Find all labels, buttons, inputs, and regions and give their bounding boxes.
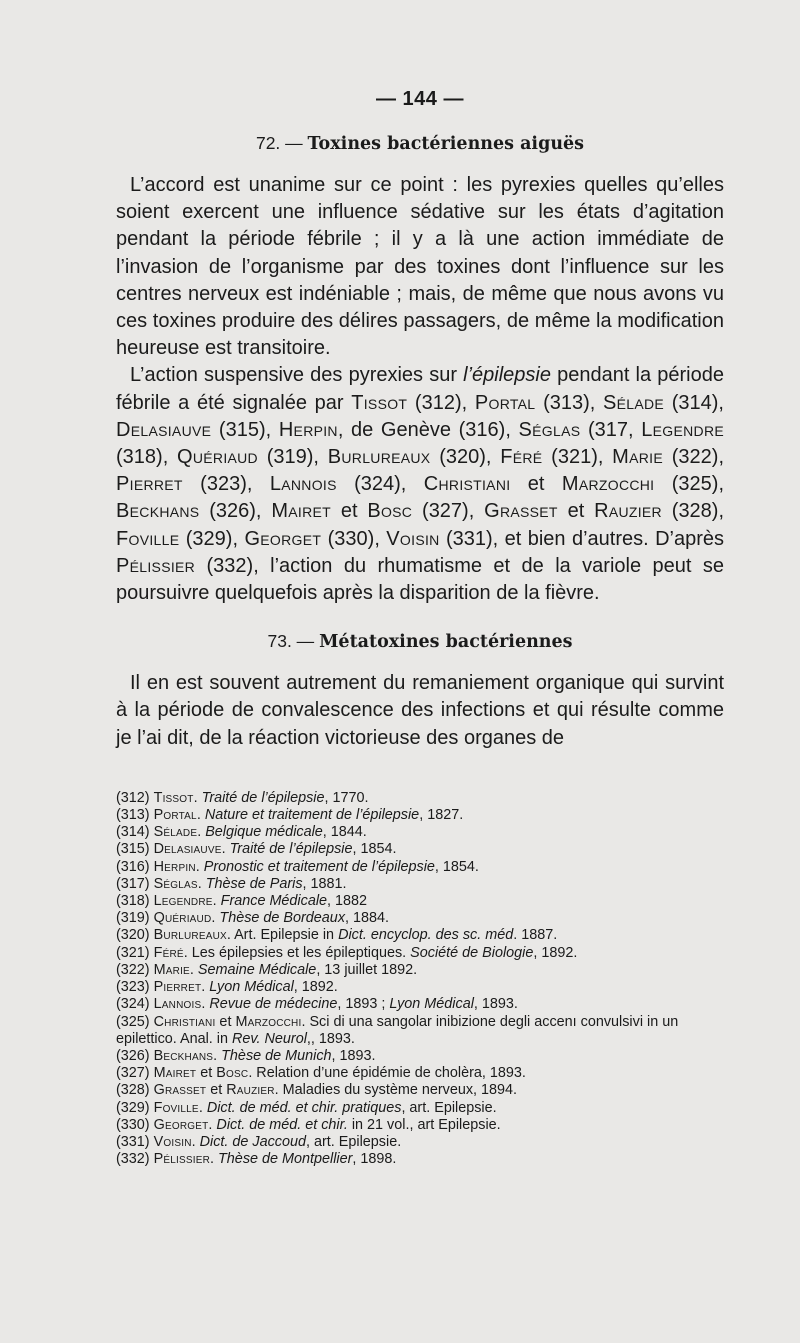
text-run: .: [195, 858, 204, 875]
footnote: [116, 790, 724, 807]
text-run: .: [197, 875, 206, 892]
text-run: (312),: [407, 391, 475, 414]
footnote: [116, 893, 724, 910]
author-name: Marie: [612, 446, 664, 469]
author-name: Séglas: [153, 875, 198, 892]
text-run: (329),: [179, 527, 245, 550]
author-name: Voisin: [153, 1133, 192, 1150]
author-name: Herpin: [153, 858, 196, 875]
italic-text: Thèse de Montpellier: [218, 1151, 353, 1168]
footnote: [116, 1134, 724, 1151]
author-name: Marzocchi: [235, 1013, 302, 1030]
text-run: .: [197, 824, 206, 841]
author-name: Quériaud: [153, 910, 212, 927]
author-name: Christiani: [423, 473, 511, 496]
text-run: et: [196, 1065, 217, 1082]
text-run: et: [206, 1082, 227, 1099]
author-name: Quériaud: [177, 446, 258, 469]
author-name: Foville: [153, 1099, 199, 1116]
text-run: (331): [116, 1133, 154, 1150]
footnote: [116, 807, 724, 824]
text-run: .: [208, 1116, 217, 1133]
footnote: [116, 1082, 724, 1099]
footnote: [116, 996, 724, 1013]
text-run: (330),: [321, 527, 387, 550]
text-run: et: [557, 500, 595, 523]
text-run: , 1892.: [293, 979, 338, 996]
author-name: Grasset: [153, 1082, 207, 1099]
text-run: (312): [116, 789, 154, 806]
text-run: (330): [116, 1116, 154, 1133]
text-run: et: [215, 1013, 236, 1030]
italic-text: Thèse de Bordeaux: [219, 910, 346, 927]
italic-text: Dict. encyclop. des sc. méd: [338, 927, 514, 944]
text-run: . Art. Epilepsie in: [226, 927, 339, 944]
italic-text: Semaine Médicale: [197, 961, 317, 978]
author-name: Pélissier: [116, 554, 196, 577]
author-name: Portal: [153, 807, 197, 824]
text-run: , 1881.: [302, 875, 347, 892]
author-name: Pélissier: [153, 1151, 211, 1168]
italic-text: Rev. Neurol: [232, 1030, 307, 1047]
text-run: (324): [116, 996, 154, 1013]
footnote: [116, 824, 724, 841]
author-name: Burlureaux: [327, 446, 431, 469]
text-run: (325): [116, 1013, 154, 1030]
text-run: (318): [116, 893, 154, 910]
footnote: [116, 1100, 724, 1117]
text-run: (332): [116, 1151, 154, 1168]
text-run: (314): [116, 824, 154, 841]
text-run: .: [212, 893, 221, 910]
footnote: [116, 962, 724, 979]
footnote: [116, 1117, 724, 1134]
text-run: .: [196, 807, 205, 824]
footnote: [116, 927, 724, 944]
italic-text: Lyon Médical: [389, 996, 474, 1013]
text-run: , 1884.: [345, 910, 390, 927]
text-run: (316): [116, 858, 154, 875]
author-name: Lannois: [153, 996, 202, 1013]
author-name: Rauzier: [594, 500, 662, 523]
author-name: Christiani: [153, 1013, 216, 1030]
footnote: [116, 910, 724, 927]
italic-text: Pronostic et traitement de l’épilepsie: [203, 858, 435, 875]
text-run: . Sci di una sangolar inibizione degli accenı convulsivi in un epilettico. Anal. in: [116, 1013, 679, 1047]
text-run: , 1893 ;: [337, 996, 390, 1013]
text-run: . Maladies du système nerveux, 1894.: [274, 1082, 518, 1099]
text-run: (313),: [535, 391, 603, 414]
author-name: Sélade: [153, 824, 198, 841]
footnote: [116, 1014, 724, 1048]
text-run: , 1893.: [473, 996, 518, 1013]
italic-text: Thèse de Munich: [221, 1047, 332, 1064]
italic-text: Dict. de méd. et chir.: [216, 1116, 348, 1133]
text-run: et: [510, 473, 562, 496]
text-run: (315): [116, 841, 154, 858]
footnote: [116, 1048, 724, 1065]
author-name: Bosc: [367, 500, 413, 523]
text-run: (326),: [199, 500, 272, 523]
text-run: (329): [116, 1099, 154, 1116]
author-name: Bosc: [216, 1065, 249, 1082]
author-name: Pierret: [153, 979, 202, 996]
author-name: Delasiauve: [153, 841, 222, 858]
text-run: (317): [116, 875, 154, 892]
text-run: (318),: [116, 446, 177, 469]
text-run: (332), l’action du rhumatisme et de la variole peut se poursuivre quelquefois après la disparition de la fièvre.: [116, 554, 724, 605]
footnote: [116, 859, 724, 876]
author-name: Grasset: [484, 500, 558, 523]
text-run: .: [198, 1099, 207, 1116]
section-heading-73: [116, 631, 724, 652]
italic-text: Thèse de Paris: [205, 875, 303, 892]
text-run: (315),: [211, 418, 279, 441]
text-run: , 1898.: [352, 1151, 397, 1168]
author-name: Voisin: [386, 527, 440, 550]
text-run: (321),: [542, 446, 613, 469]
text-run: (317,: [580, 418, 642, 441]
text-run: L’action suspensive des pyrexies sur: [130, 364, 464, 387]
text-run: . Les épilepsies et les épileptiques.: [183, 944, 411, 961]
section-number: 72. —: [255, 133, 303, 153]
text-run: (328),: [661, 500, 725, 523]
footnote: [116, 1065, 724, 1082]
text-run: (313): [116, 807, 154, 824]
author-name: Pierret: [116, 473, 183, 496]
text-run: , 1854.: [352, 841, 397, 858]
text-run: (314),: [664, 391, 724, 414]
author-name: Marie: [153, 961, 190, 978]
author-name: Portal: [474, 391, 536, 414]
author-name: Tissot: [153, 789, 194, 806]
text-run: pendant la période fébrile a été signalée par: [116, 364, 724, 414]
italic-text: Lyon Médical: [209, 979, 294, 996]
italic-text: Revue de médecine: [209, 996, 338, 1013]
italic-text: Nature et traitement de l’épilepsie: [204, 807, 420, 824]
footnotes: [116, 790, 724, 1168]
italic-text: l’épilepsie: [463, 364, 551, 387]
paragraph-72-2: [116, 362, 724, 607]
text-run: (326): [116, 1047, 154, 1064]
footnote: [116, 1151, 724, 1168]
italic-text: Dict. de méd. et chir. pratiques: [206, 1099, 402, 1116]
text-run: .: [201, 996, 210, 1013]
text-run: (321): [116, 944, 154, 961]
author-name: Mairet: [153, 1065, 197, 1082]
text-run: (331), et bien d’autres. D’après: [439, 527, 724, 550]
footnote: [116, 945, 724, 962]
text-run: , 1854.: [434, 858, 479, 875]
author-name: Burlureaux: [153, 927, 227, 944]
author-name: Tissot: [351, 391, 408, 414]
footnote: [116, 841, 724, 858]
section-heading-72: [116, 133, 724, 154]
text-run: .: [211, 910, 220, 927]
text-run: (323): [116, 979, 154, 996]
italic-text: Dict. de Jaccoud: [199, 1133, 307, 1150]
author-name: Sélade: [603, 391, 665, 414]
text-run: , 1892.: [533, 944, 578, 961]
text-run: .: [191, 1133, 200, 1150]
author-name: Beckhans: [116, 500, 200, 523]
text-run: . Relation d’une épidémie de cholèra, 1893.: [248, 1065, 526, 1082]
text-run: (322),: [663, 446, 725, 469]
author-name: Lannois: [269, 473, 337, 496]
author-name: Legendre: [153, 893, 213, 910]
text-run: (320): [116, 927, 154, 944]
text-run: .: [210, 1151, 219, 1168]
italic-text: Société de Biologie: [410, 944, 534, 961]
author-name: Féré: [500, 446, 543, 469]
text-run: , 13 juillet 1892.: [316, 961, 418, 978]
text-run: .: [201, 979, 210, 996]
text-run: et: [331, 500, 368, 523]
footnote: [116, 876, 724, 893]
author-name: Mairet: [271, 500, 332, 523]
footnote: [116, 979, 724, 996]
italic-text: Traité de l’épilepsie: [229, 841, 353, 858]
text-run: , art. Epilepsie.: [401, 1099, 497, 1116]
text-run: , 1882: [327, 893, 368, 910]
text-run: (319),: [257, 446, 328, 469]
author-name: Delasiauve: [116, 418, 212, 441]
author-name: Georget: [153, 1116, 209, 1133]
book-page: [116, 88, 724, 1168]
text-run: , 1827.: [419, 807, 464, 824]
paragraph-72-1: L’accord est unanime sur ce point : les pyrexies quelles qu’elles soient exercent une influence sédative sur les états d’agitation pendant la période fébrile ; il y a là une action immédiate de l’invasion de l’organisme par des toxines dont l’influence sur les centres nerveux est indéniable ; mais, de même que nous avons vu ces toxines produire des délires passagers, de même la modification heureuse est transitoire.: [116, 174, 724, 360]
text-run: .: [193, 789, 202, 806]
text-run: , art. Epilepsie.: [306, 1133, 402, 1150]
author-name: Marzocchi: [561, 473, 655, 496]
section-title: Toxines bactériennes aiguës: [307, 134, 585, 154]
author-name: Beckhans: [153, 1047, 214, 1064]
text-run: (323),: [182, 473, 270, 496]
author-name: Herpin: [278, 418, 338, 441]
text-run: .: [213, 1047, 222, 1064]
author-name: Foville: [116, 527, 180, 550]
text-run: .: [189, 961, 198, 978]
text-run: (319): [116, 910, 154, 927]
text-run: (327),: [412, 500, 485, 523]
text-run: (325),: [654, 473, 725, 496]
author-name: Séglas: [518, 418, 581, 441]
paragraph-73-1: Il en est souvent autrement du remaniement organique qui survint à la période de convalescence des infections et qui résulte comme je l’ai dit, de la réaction victorieuse des organes de: [116, 672, 724, 749]
text-run: (324),: [336, 473, 424, 496]
text-run: .: [221, 841, 230, 858]
text-run: , 1770.: [324, 789, 369, 806]
text-run: ,, 1893.: [306, 1030, 355, 1047]
text-run: (322): [116, 961, 154, 978]
text-run: in 21 vol., art Epilepsie.: [347, 1116, 501, 1133]
author-name: Féré: [153, 944, 184, 961]
text-run: , de Genève (316),: [337, 418, 519, 441]
text-run: (320),: [430, 446, 501, 469]
italic-text: France Médicale: [220, 893, 328, 910]
text-run: (327): [116, 1065, 154, 1082]
text-run: , 1844.: [322, 824, 367, 841]
author-name: Georget: [244, 527, 322, 550]
italic-text: Belgique médicale: [205, 824, 323, 841]
italic-text: Traité de l’épilepsie: [201, 789, 325, 806]
author-name: Rauzier: [226, 1082, 275, 1099]
text-run: , 1893.: [331, 1047, 376, 1064]
page-number: — 144 —: [376, 88, 464, 110]
text-run: . 1887.: [513, 927, 558, 944]
section-number: 73. —: [267, 631, 315, 652]
section-title: Métatoxines bactériennes: [319, 632, 573, 653]
text-run: (328): [116, 1082, 154, 1099]
author-name: Legendre: [641, 418, 725, 441]
